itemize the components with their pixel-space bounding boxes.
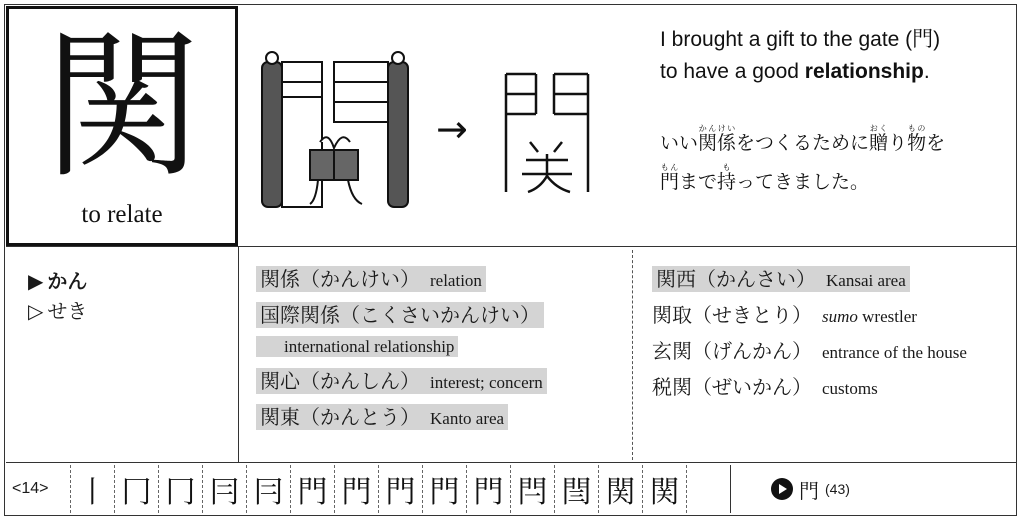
vocab-item: 関取（せきとり） sumo wrestler (652, 303, 917, 327)
vocab-item: 関心（かんしん） interest; concern (256, 366, 547, 398)
kanji-meaning: to relate (81, 201, 163, 228)
vocab-item: 玄関（げんかん） entrance of the house (652, 339, 967, 363)
stroke-step-blank (686, 465, 730, 513)
stroke-step: 門 (422, 465, 466, 513)
stroke-step: 冃 (202, 465, 246, 513)
story-english-line2: to have a good relationship. (660, 60, 930, 83)
filled-triangle-icon: ▶ (28, 269, 44, 293)
vocab-item: 関係（かんけい） relation (256, 264, 547, 296)
related-kanji-ref (730, 465, 850, 513)
stroke-step: 門 (378, 465, 422, 513)
stroke-step: 冂 (114, 465, 158, 513)
main-kanji: 関 (41, 13, 202, 200)
readings-list (28, 266, 87, 326)
ref-kanji: 門 (799, 478, 819, 503)
reading-item (28, 296, 87, 326)
kanji-box (6, 6, 238, 246)
gate-illustration (258, 42, 638, 222)
reading-text: せき (47, 299, 88, 323)
stroke-step: 冃 (246, 465, 290, 513)
story-keyword: relationship (804, 60, 924, 83)
ruby-word: 関係かんけい (698, 124, 737, 154)
gate-with-gift-icon (262, 52, 408, 207)
stroke-order-row (6, 463, 1017, 515)
vocab-list-left (256, 264, 547, 438)
story-english (660, 24, 1010, 88)
stroke-step: 門 (290, 465, 334, 513)
vocab-item: 国際関係（こくさいかんけい） international relationship (256, 300, 547, 362)
vocab-item: 関東（かんとう） Kanto area (256, 402, 547, 434)
divider (632, 250, 633, 460)
stroke-step: 閂 (510, 465, 554, 513)
kanji-gate-sketch-icon (506, 74, 588, 192)
stroke-step: 門 (466, 465, 510, 513)
stroke-step: 関 (642, 465, 686, 513)
stroke-step: 関 (598, 465, 642, 513)
play-icon (771, 478, 793, 500)
divider (238, 246, 239, 462)
arrow-icon: → (436, 107, 468, 151)
stroke-step: 門 (334, 465, 378, 513)
ruby-word: 持も (717, 163, 737, 193)
stroke-step: 丨 (70, 465, 114, 513)
story-area (240, 6, 1015, 246)
stroke-step: 閆 (554, 465, 598, 513)
story-english-line1: I brought a gift to the gate (門) (660, 28, 941, 51)
vocab-item: 税関（ぜいかん） customs (652, 375, 878, 399)
vocab-list-right (652, 264, 967, 408)
ref-number: (43) (825, 481, 850, 497)
stroke-count: <14> (12, 480, 49, 497)
vocab-item: 関西（かんさい） Kansai area (652, 264, 967, 296)
reading-item (28, 266, 87, 296)
ruby-word: 門もん (660, 163, 680, 193)
story-japanese: いい関係かんけいをつくるために贈おくり物ものを 門もんまで持もってきました。 (660, 124, 946, 193)
ruby-word: 物もの (907, 124, 927, 154)
ruby-word: 贈おく (869, 124, 889, 154)
reading-text: かん (47, 269, 88, 293)
outline-triangle-icon: ▷ (28, 299, 44, 323)
stroke-step: 冂 (158, 465, 202, 513)
divider (6, 246, 1017, 247)
